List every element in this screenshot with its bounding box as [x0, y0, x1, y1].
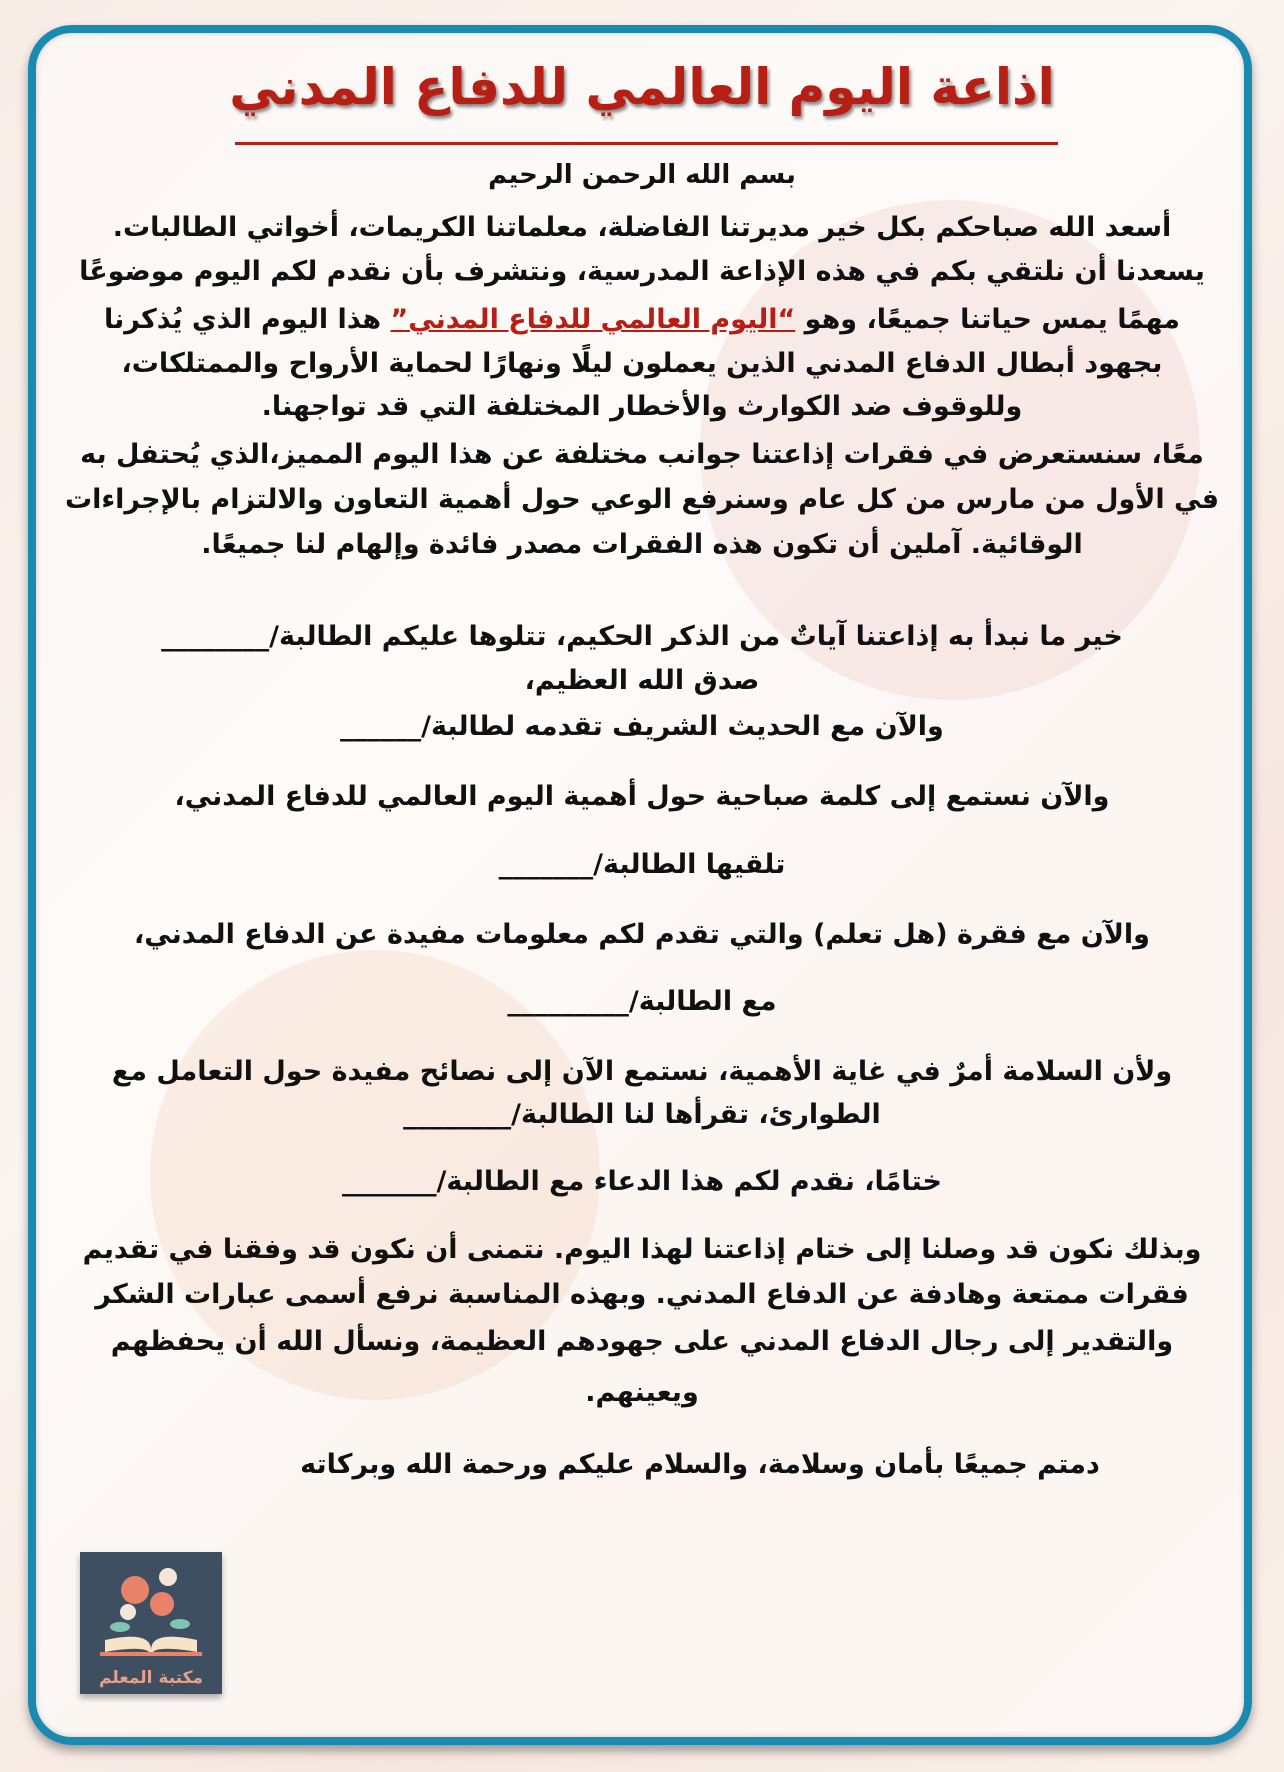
segment-line: تلقيها الطالبة/_______ — [498, 849, 786, 880]
segment-line: الطوارئ، تقرأها لنا الطالبة/________ — [403, 1099, 881, 1130]
intro-line: في الأول من مارس من كل عام وسنرفع الوعي حول أهمية التعاون والالتزام بالإجراءات — [64, 484, 1220, 515]
segment-line: والآن نستمع إلى كلمة صباحية حول أهمية اليوم العالمي للدفاع المدني، — [174, 781, 1110, 812]
intro-line — [60, 302, 1224, 338]
closing-line: ويعينهم. — [585, 1377, 699, 1408]
intro-line: الوقائية. آملين أن تكون هذه الفقرات مصدر فائدة وإلهام لنا جميعًا. — [201, 529, 1083, 560]
closing-line: والتقدير إلى رجال الدفاع المدني على جهودهم العظيمة، ونسأل الله أن يحفظهم — [110, 1326, 1174, 1357]
intro-line: وللوقوف ضد الكوارث والأخطار المختلفة التي قد تواجهنا. — [261, 391, 1023, 422]
intro-line: يسعدنا أن نلتقي بكم في هذه الإذاعة المدرسية، ونتشرف بأن نقدم لكم اليوم موضوعًا — [79, 256, 1205, 287]
library-logo — [80, 1552, 222, 1694]
title-underline — [235, 142, 1058, 145]
page-title: اذاعة اليوم العالمي للدفاع المدني — [229, 58, 1055, 116]
book-flowers-icon — [80, 1552, 222, 1662]
segment-line: صدق الله العظيم، — [524, 665, 760, 696]
segment-line: ولأن السلامة أمرٌ في غاية الأهمية، نستمع الآن إلى نصائح مفيدة حول التعامل مع — [111, 1056, 1173, 1087]
highlight-occasion: “اليوم العالمي للدفاع المدني” — [390, 304, 796, 335]
closing-line: فقرات ممتعة وهادفة عن الدفاع المدني. وبهذه المناسبة نرفع أسمى عبارات الشكر — [95, 1279, 1189, 1310]
segment-line: ختامًا، نقدم لكم هذا الدعاء مع الطالبة/_______ — [342, 1166, 942, 1197]
intro-line: معًا، سنستعرض في فقرات إذاعتنا جوانب مختلفة عن هذا اليوم المميز،الذي يُحتفل به — [80, 439, 1204, 470]
logo-text: مكتبة المعلم — [99, 1668, 203, 1688]
closing-line: وبذلك نكون قد وصلنا إلى ختام إذاعتنا لهذا اليوم. نتمنى أن نكون قد وفقنا في تقديم — [82, 1234, 1202, 1265]
bismillah: بسم الله الرحمن الرحيم — [488, 160, 796, 190]
segment-line: خير ما نبدأ به إذاعتنا آياتٌ من الذكر الحكيم، تتلوها عليكم الطالبة/________ — [161, 621, 1123, 652]
closing-line: دمتم جميعًا بأمان وسلامة، والسلام عليكم ورحمة الله وبركاته — [300, 1449, 1100, 1480]
intro-text: هذا اليوم الذي يُذكرنا — [103, 304, 391, 335]
segment-line: والآن مع الحديث الشريف تقدمه لطالبة/______ — [340, 711, 944, 742]
segment-line: مع الطالبة/_________ — [507, 986, 777, 1017]
intro-line: أسعد الله صباحكم بكل خير مديرتنا الفاضلة، معلماتنا الكريمات، أخواتي الطالبات. — [112, 212, 1172, 243]
intro-text: مهمًا يمس حياتنا جميعًا، وهو — [795, 304, 1180, 335]
segment-line: والآن مع فقرة (هل تعلم) والتي تقدم لكم معلومات مفيدة عن الدفاع المدني، — [134, 919, 1150, 950]
intro-line: بجهود أبطال الدفاع المدني الذين يعملون ليلًا ونهارًا لحماية الأرواح والممتلكات، — [121, 348, 1163, 379]
